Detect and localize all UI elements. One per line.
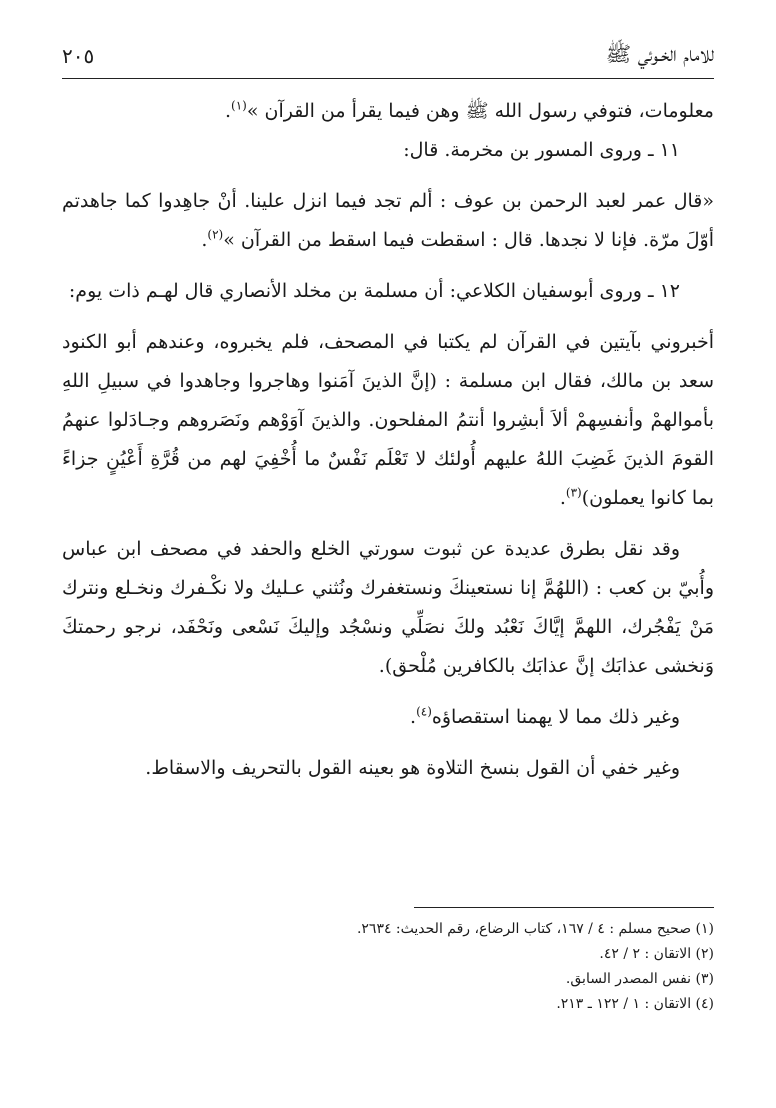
footnote-ref-2: (٢) [207,227,224,242]
footnote-4: (٤) الاتقان : ١ / ١٢٢ ـ ٢١٣. [556,996,714,1012]
paragraph-7-text: وغير ذلك مما لا يهمنا استقصاؤه [431,706,680,728]
paragraph-6: وقد نقل بطرق عديدة عن ثبوت سورتي الخلع والحفد في مصحف ابن عباس وأُبيّ بن كعب : (اللهُمَّ إنا نستعينكَ ونستغفرك ونُثني عـليك ولا نكْـفرك ونخـلع ونترك مَنْ يَفْجُرك، اللهمَّ إيَّاكَ نَعْبُد ولكَ نصَلِّي ونسْجُد وإليكَ نَسْعى ونَحْفَد، نرجو رحمتكَ وَنخشى عذابَك إنَّ عذابَك بالكافرين مُلْحق). [62,538,714,677]
footnote-ref-1: (١) [231,98,247,113]
paragraph-1-end: . [224,100,231,122]
paragraph-3-end: . [201,229,208,251]
paragraph-7-end: . [410,706,417,728]
footnote-1: (١) صحيح مسلم : ٤ / ١٦٧، كتاب الرضاع، رقم الحديث: ٢٦٣٤. [356,921,714,937]
header-divider [62,78,714,79]
page-header [62,40,714,72]
paragraph-8: وغير خفي أن القول بنسخ التلاوة هو بعينه القول بالتحريف والاسقاط. [145,757,680,779]
paragraph-7 [62,698,714,737]
footnote-2: (٢) الاتقان : ٢ / ٤٢. [599,946,714,962]
footnote-ref-3: (٣) [565,485,582,500]
paragraph-4: ١٢ ـ وروى أبوسفيان الكلاعي: أن مسلمة بن مخلد الأنصاري قال لهـم ذات يوم: [68,280,680,302]
footnote-3: (٣) نفس المصدر السابق. [565,971,714,987]
paragraph-3-text: «قال عمر لعبد الرحمن بن عوف : ألم تجد فيما انزل علينا. أنْ جاهِدوا كما جاهدتم أوّلَ مرّة. فإنا لا نجدها. قال : اسقطت فيما اسقط من القرآن » [62,190,714,251]
page-number: ٢٠٥ [62,44,95,68]
paragraph-3 [62,182,714,260]
paragraph-1-text: معلومات، فتوفي رسول الله ﷺ وهن فيما يقرأ من القرآن » [246,100,714,122]
main-text [62,92,714,800]
paragraph-5-text: أخبروني بآيتين في القرآن لم يكتبا في المصحف، فلم يخبروه، وعندهم أبو الكنود سعد بن مالك، فقال ابن مسلمة : (إنَّ الذينَ آمَنوا وهاجروا وجاهدوا في سبيلِ اللهِ بأموالهمْ وأنفسِهمْ ألاَ أبشِروا أنتمُ المفلحون. والذينَ آوَوْهم ونَصَروهم وجـادَلوا عنهمُ القومَ الذينَ غَضِبَ اللهُ عليهم أُولئك لا تَعْلَم نَفْسٌ ما أُخْفِيَ لهم من قُرَّةِ أَعْيُنٍ جزاءً بما كانوا يعملون) [62,331,714,509]
paragraph-5-end: . [559,487,566,509]
footnote-ref-4: (٤) [416,704,432,719]
paragraph-5 [62,323,714,518]
running-title: للامام الخـوئي ﷺ [605,41,714,66]
footnotes [62,917,714,1017]
footnote-divider [414,907,714,908]
paragraph-1 [62,92,714,131]
paragraph-2: ١١ ـ وروى المسور بن مخرمة. قال: [403,139,680,161]
